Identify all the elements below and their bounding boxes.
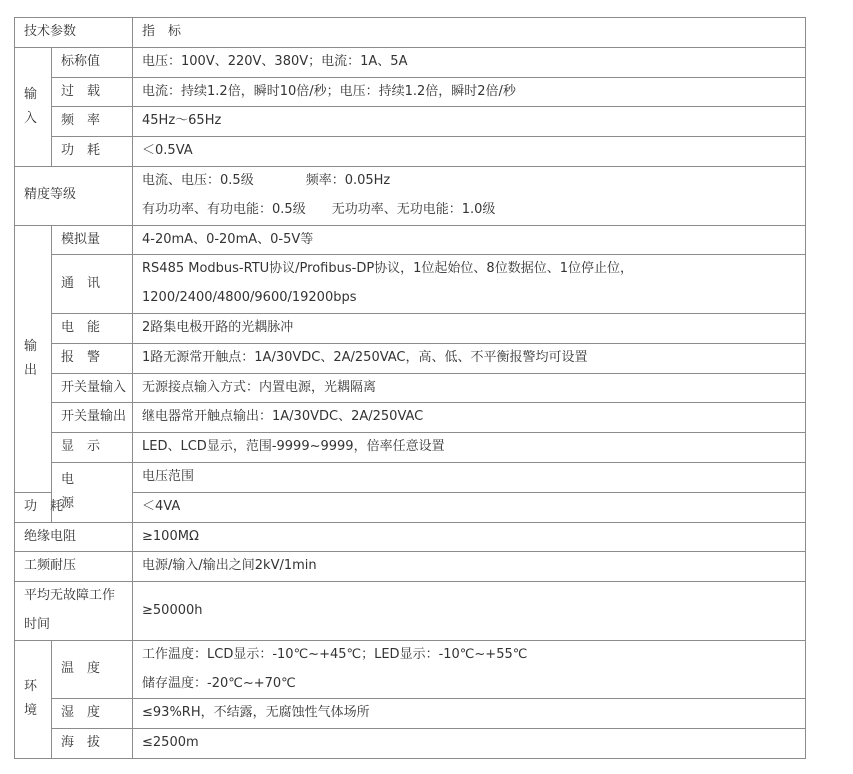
row-value: 电流：持续1.2倍，瞬时10倍/秒；电压：持续1.2倍，瞬时2倍/秒: [133, 77, 806, 107]
row-label: 电 能: [52, 313, 133, 343]
table-row: [15, 403, 806, 433]
row-value: [133, 255, 806, 314]
temp-line-2: 储存温度：-20℃~+70℃: [142, 675, 296, 691]
row-label: 标称值: [52, 47, 133, 77]
row-label: 功 耗: [52, 137, 133, 167]
table-row: [15, 640, 806, 699]
group-input-char-1: 输: [24, 86, 38, 102]
row-value: ＜4VA: [133, 492, 806, 522]
row-label: 工频耐压: [15, 552, 133, 582]
header-spec: 指 标: [133, 18, 806, 48]
table-row: [15, 313, 806, 343]
group-power-char-2: 源: [61, 496, 75, 512]
table-row: [15, 166, 806, 225]
row-value: 45Hz～65Hz: [133, 107, 806, 137]
row-label: 电压范围: [133, 462, 806, 492]
row-value: 电源/输入/输出之间2kV/1min: [133, 552, 806, 582]
table-row: [15, 492, 806, 522]
group-env-char-2: 境: [24, 703, 38, 719]
accuracy-line-1: 电流、电压：0.5级 频率：0.05Hz: [142, 172, 391, 188]
table-row: [15, 107, 806, 137]
table-row: [15, 582, 806, 641]
group-power: [52, 462, 133, 522]
row-value: 继电器常开触点输出：1A/30VDC、2A/250VAC: [133, 403, 806, 433]
comm-line-2: 1200/2400/4800/9600/19200bps: [142, 290, 357, 306]
row-label: 模拟量: [52, 225, 133, 255]
group-input-char-2: 入: [24, 110, 38, 126]
row-label: 功 耗: [15, 492, 52, 522]
row-value: 4-20mA、0-20mA、0-5V等: [133, 225, 806, 255]
header-param: 技术参数: [15, 18, 133, 48]
row-label: [15, 582, 133, 641]
table-row: [15, 343, 806, 373]
row-label: 显 示: [52, 433, 133, 463]
row-value: ＜0.5VA: [133, 137, 806, 167]
table-row: [15, 433, 806, 463]
row-label: 湿 度: [52, 699, 133, 729]
row-label: 过 载: [52, 77, 133, 107]
mtbf-label-line-1: 平均无故障工作: [24, 588, 116, 604]
table-row: [15, 77, 806, 107]
row-label: 通 讯: [52, 255, 133, 314]
row-value: 无源接点输入方式：内置电源，光耦隔离: [133, 373, 806, 403]
row-label: 绝缘电阻: [15, 522, 133, 552]
accuracy-line-2: 有功功率、有功电能：0.5级 无功功率、无功电能：1.0级: [142, 201, 496, 217]
row-label: 开关量输入: [52, 373, 133, 403]
row-value: ≤93%RH，不结露，无腐蚀性气体场所: [133, 699, 806, 729]
row-label: 频 率: [52, 107, 133, 137]
row-value: [133, 640, 806, 699]
comm-line-1: RS485 Modbus-RTU协议/Profibus-DP协议，1位起始位、8位数据位、1位停止位，: [142, 261, 633, 277]
row-value: 2路集电极开路的光耦脉冲: [133, 313, 806, 343]
row-label: 报 警: [52, 343, 133, 373]
group-input: [15, 47, 52, 166]
group-output-char-1: 输: [24, 338, 38, 354]
row-value: 1路无源常开触点：1A/30VDC、2A/250VAC，高、低、不平衡报警均可设置: [133, 343, 806, 373]
row-label: 精度等级: [15, 166, 133, 225]
table-row: [15, 552, 806, 582]
table-row: [15, 255, 806, 314]
table-row: [15, 373, 806, 403]
group-power-char-1: 电: [61, 472, 75, 488]
mtbf-label-line-2: 时间: [24, 616, 51, 632]
row-value: 电压：100V、220V、380V；电流：1A、5A: [133, 47, 806, 77]
group-output: [15, 225, 52, 492]
spec-table: [14, 17, 806, 759]
row-value: ≥100MΩ: [133, 522, 806, 552]
table-row: [15, 225, 806, 255]
row-value: [133, 166, 806, 225]
group-output-char-2: 出: [24, 362, 38, 378]
table-row: [15, 729, 806, 759]
table-row: [15, 462, 806, 492]
row-value: ≥50000h: [133, 582, 806, 641]
table-row: [15, 522, 806, 552]
group-environment: [15, 640, 52, 758]
table-row: [15, 137, 806, 167]
row-label: 温 度: [52, 640, 133, 699]
row-label: 海 拔: [52, 729, 133, 759]
row-value: ≤2500m: [133, 729, 806, 759]
table-row-header: [15, 18, 806, 48]
table-row: [15, 699, 806, 729]
table-row: [15, 47, 806, 77]
temp-line-1: 工作温度：LCD显示：-10℃~+45℃；LED显示：-10℃~+55℃: [142, 646, 528, 662]
row-value: LED、LCD显示，范围-9999~9999，倍率任意设置: [133, 433, 806, 463]
group-env-char-1: 环: [24, 679, 38, 695]
row-label: 开关量输出: [52, 403, 133, 433]
